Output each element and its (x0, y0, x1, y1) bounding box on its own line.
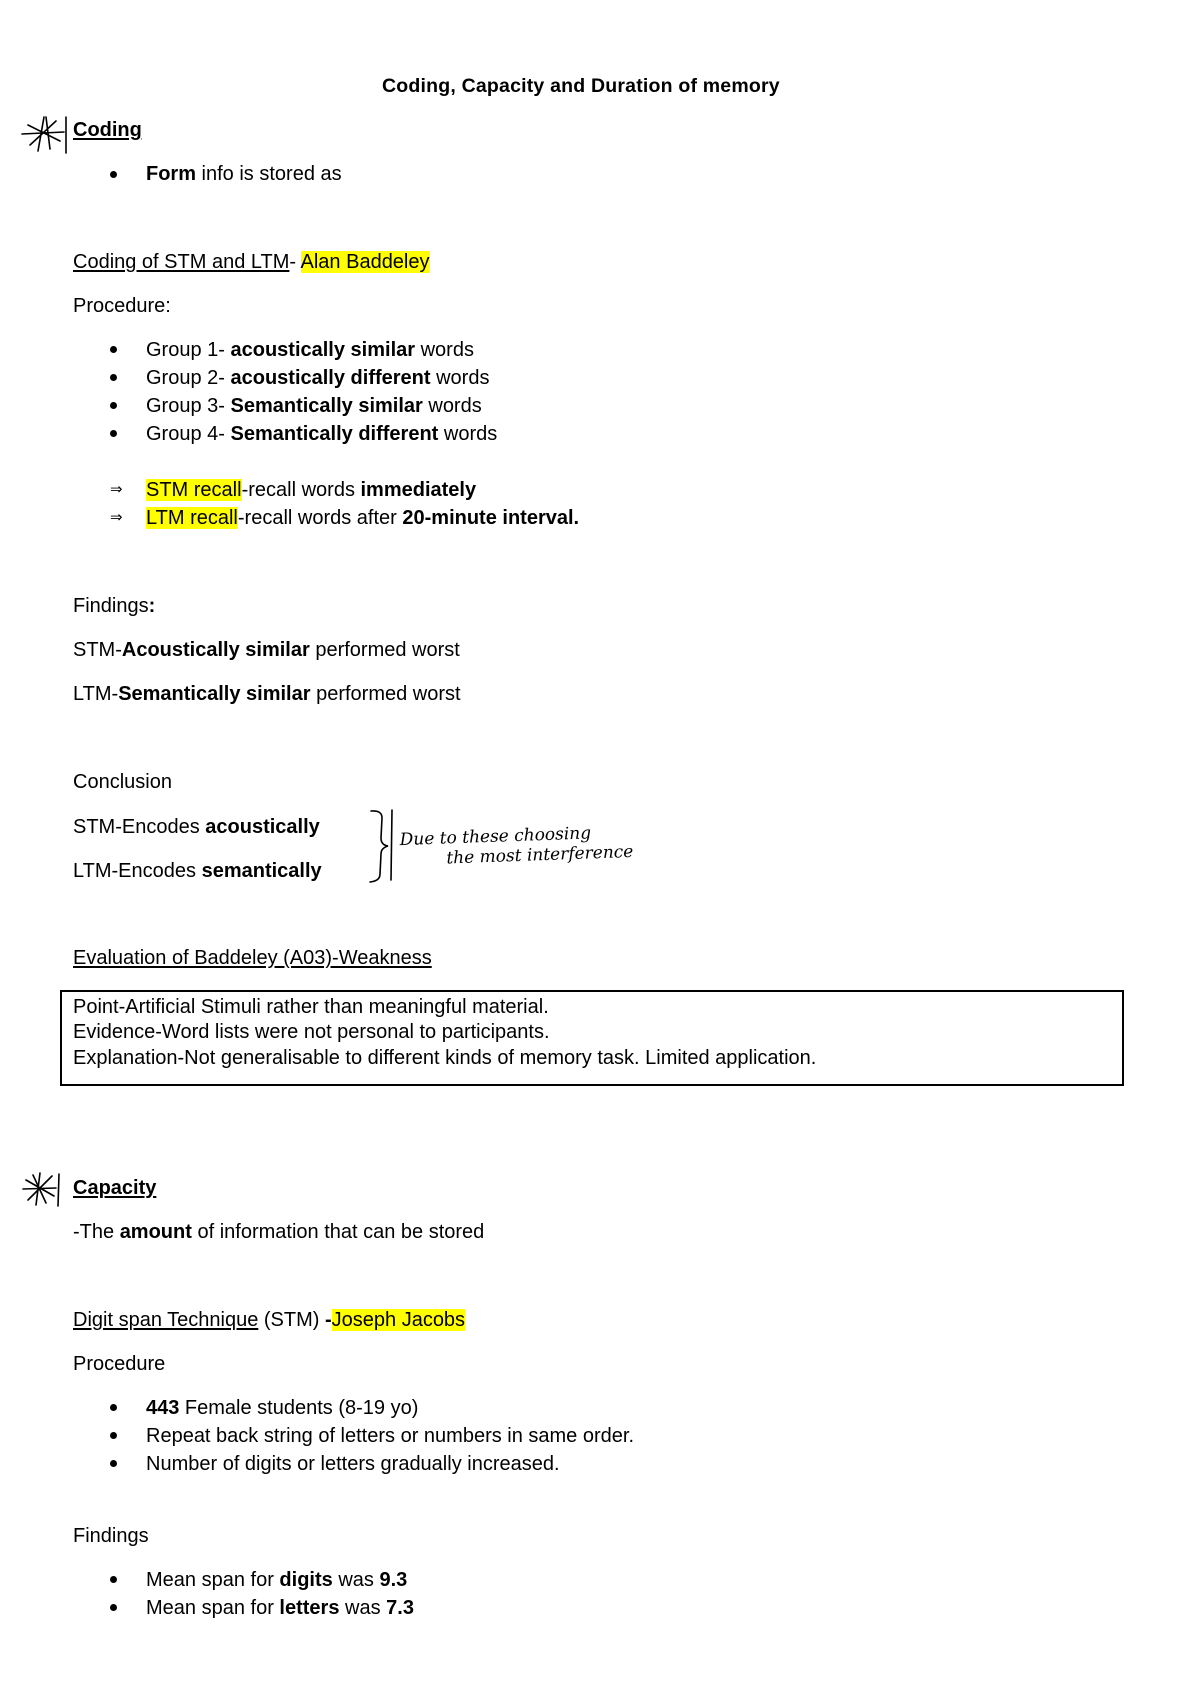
findings-label: Findings (73, 1525, 149, 1547)
bullet-dot (110, 1604, 117, 1611)
bullet-dot (110, 430, 117, 437)
procedure-label: Procedure (73, 1353, 166, 1375)
finding-line: STM-Acoustically similar performed worst (73, 639, 460, 661)
list-item: Group 1- acoustically similar words (146, 339, 474, 361)
study-title: Digit span Technique (STM) -Joseph Jacobs (73, 1309, 466, 1331)
list-item: Form info is stored as (146, 163, 342, 185)
finding-line: LTM-Semantically similar performed worst (73, 683, 461, 705)
evaluation-line: Explanation-Not generalisable to different kinds of memory task. Limited application. (73, 1047, 817, 1069)
findings-label: Findings: (73, 595, 156, 617)
list-item: LTM recall-recall words after 20-minute interval. (146, 507, 580, 529)
list-item: Group 3- Semantically similar words (146, 395, 482, 417)
conclusion-line: STM-Encodes acoustically (73, 816, 320, 838)
star-icon (20, 113, 70, 155)
list-item: Number of digits or letters gradually increased. (146, 1453, 560, 1475)
study-title: Coding of STM and LTM- Alan Baddeley (73, 251, 430, 273)
arrow-icon: ⇒ (110, 509, 123, 526)
evaluation-line: Evidence-Word lists were not personal to participants. (73, 1021, 550, 1043)
bullet-dot (110, 374, 117, 381)
definition-line: -The amount of information that can be stored (73, 1221, 485, 1243)
evaluation-box (60, 990, 1124, 1086)
handwritten-brace (368, 808, 398, 884)
page-title: Coding, Capacity and Duration of memory (382, 75, 780, 97)
bullet-dot (110, 346, 117, 353)
list-item: 443 Female students (8-19 yo) (146, 1397, 419, 1419)
evaluation-title: Evaluation of Baddeley (A03)-Weakness (73, 947, 432, 969)
section-heading-coding: Coding (73, 119, 142, 141)
handwritten-note: Due to these choosing the most interference (399, 823, 634, 869)
conclusion-line: LTM-Encodes semantically (73, 860, 322, 882)
conclusion-label: Conclusion (73, 771, 172, 793)
evaluation-line: Point-Artificial Stimuli rather than meaningful material. (73, 996, 549, 1018)
list-item: Group 2- acoustically different words (146, 367, 490, 389)
bullet-dot (110, 171, 117, 178)
bullet-dot (110, 1404, 117, 1411)
star-icon (20, 1170, 62, 1208)
list-item: Repeat back string of letters or numbers in same order. (146, 1425, 635, 1447)
list-item: Mean span for letters was 7.3 (146, 1597, 414, 1619)
list-item: STM recall-recall words immediately (146, 479, 477, 501)
section-heading-capacity: Capacity (73, 1177, 157, 1199)
arrow-icon: ⇒ (110, 481, 123, 498)
list-item: Mean span for digits was 9.3 (146, 1569, 408, 1591)
bullet-dot (110, 1432, 117, 1439)
bullet-dot (110, 1460, 117, 1467)
bullet-dot (110, 1576, 117, 1583)
list-item: Group 4- Semantically different words (146, 423, 498, 445)
procedure-label: Procedure: (73, 295, 171, 317)
bullet-dot (110, 402, 117, 409)
